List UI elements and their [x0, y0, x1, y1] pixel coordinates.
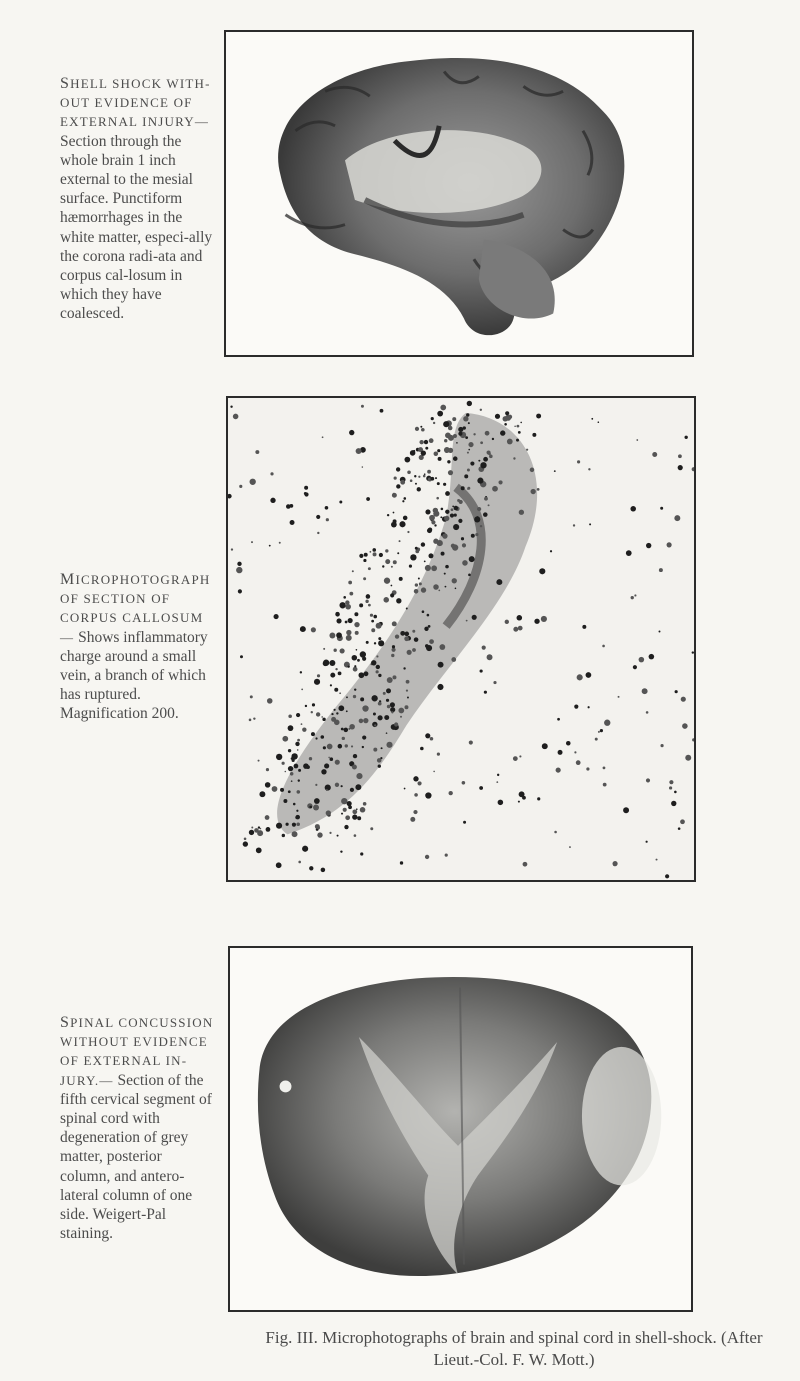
spinal-cord-section-photo — [228, 946, 693, 1312]
caption-body: Section of the fifth cervical segment of spinal cord with degeneration of grey matter, posterior column, and antero-lateral column of one side. Weigert-Pal staining. — [60, 1071, 212, 1243]
caption-lead: PINAL CONCUSSION WITHOUT EVIDENCE OF EXTERNAL IN-JURY.— — [60, 1015, 214, 1088]
caption-micrograph: MICROPHOTOGRAPH OF SECTION OF CORPUS CALLOSUM— Shows inflammatory charge around a small vein, a branch of which has ruptured. Magnification 200. — [60, 571, 211, 723]
caption-body: Section through the whole brain 1 inch external to the mesial surface. Punctiform hæmorrhages in the white matter, especi-ally the corona radi-ata and corpus cal-losum in which they have coalesced. — [60, 132, 213, 323]
corpus-callosum-micrograph — [226, 396, 696, 882]
caption-brain-section: SHELL SHOCK WITH-OUT EVIDENCE OF EXTERNAL INJURY— Section through the whole brain 1 inch external to the mesial surface. Punctiform hæmorrhages in the white matter, especi-ally the corona radi-ata and corpus cal-losum in which they have coalesced. — [60, 75, 213, 323]
brain-section-photo — [224, 30, 694, 357]
caption-spinal-cord: SPINAL CONCUSSION WITHOUT EVIDENCE OF EXTERNAL IN-JURY.— Section of the fifth cervical segment of spinal cord with degeneration of grey matter, posterior column, and antero-lateral column of one side. Weigert-Pal staining. — [60, 1014, 214, 1243]
caption-body: Shows inflammatory charge around a small vein, a branch of which has ruptured. Magnification 200. — [60, 628, 208, 723]
figure-caption: Fig. III. Microphotographs of brain and spinal cord in shell-shock. (After Lieut.-Col. F. W. Mott.) — [265, 1328, 763, 1369]
caption-lead: HELL SHOCK WITH-OUT EVIDENCE OF EXTERNAL INJURY— — [60, 76, 211, 130]
caption-lead: ICROPHOTOGRAPH OF SECTION OF CORPUS CALLOSUM— — [60, 572, 211, 645]
